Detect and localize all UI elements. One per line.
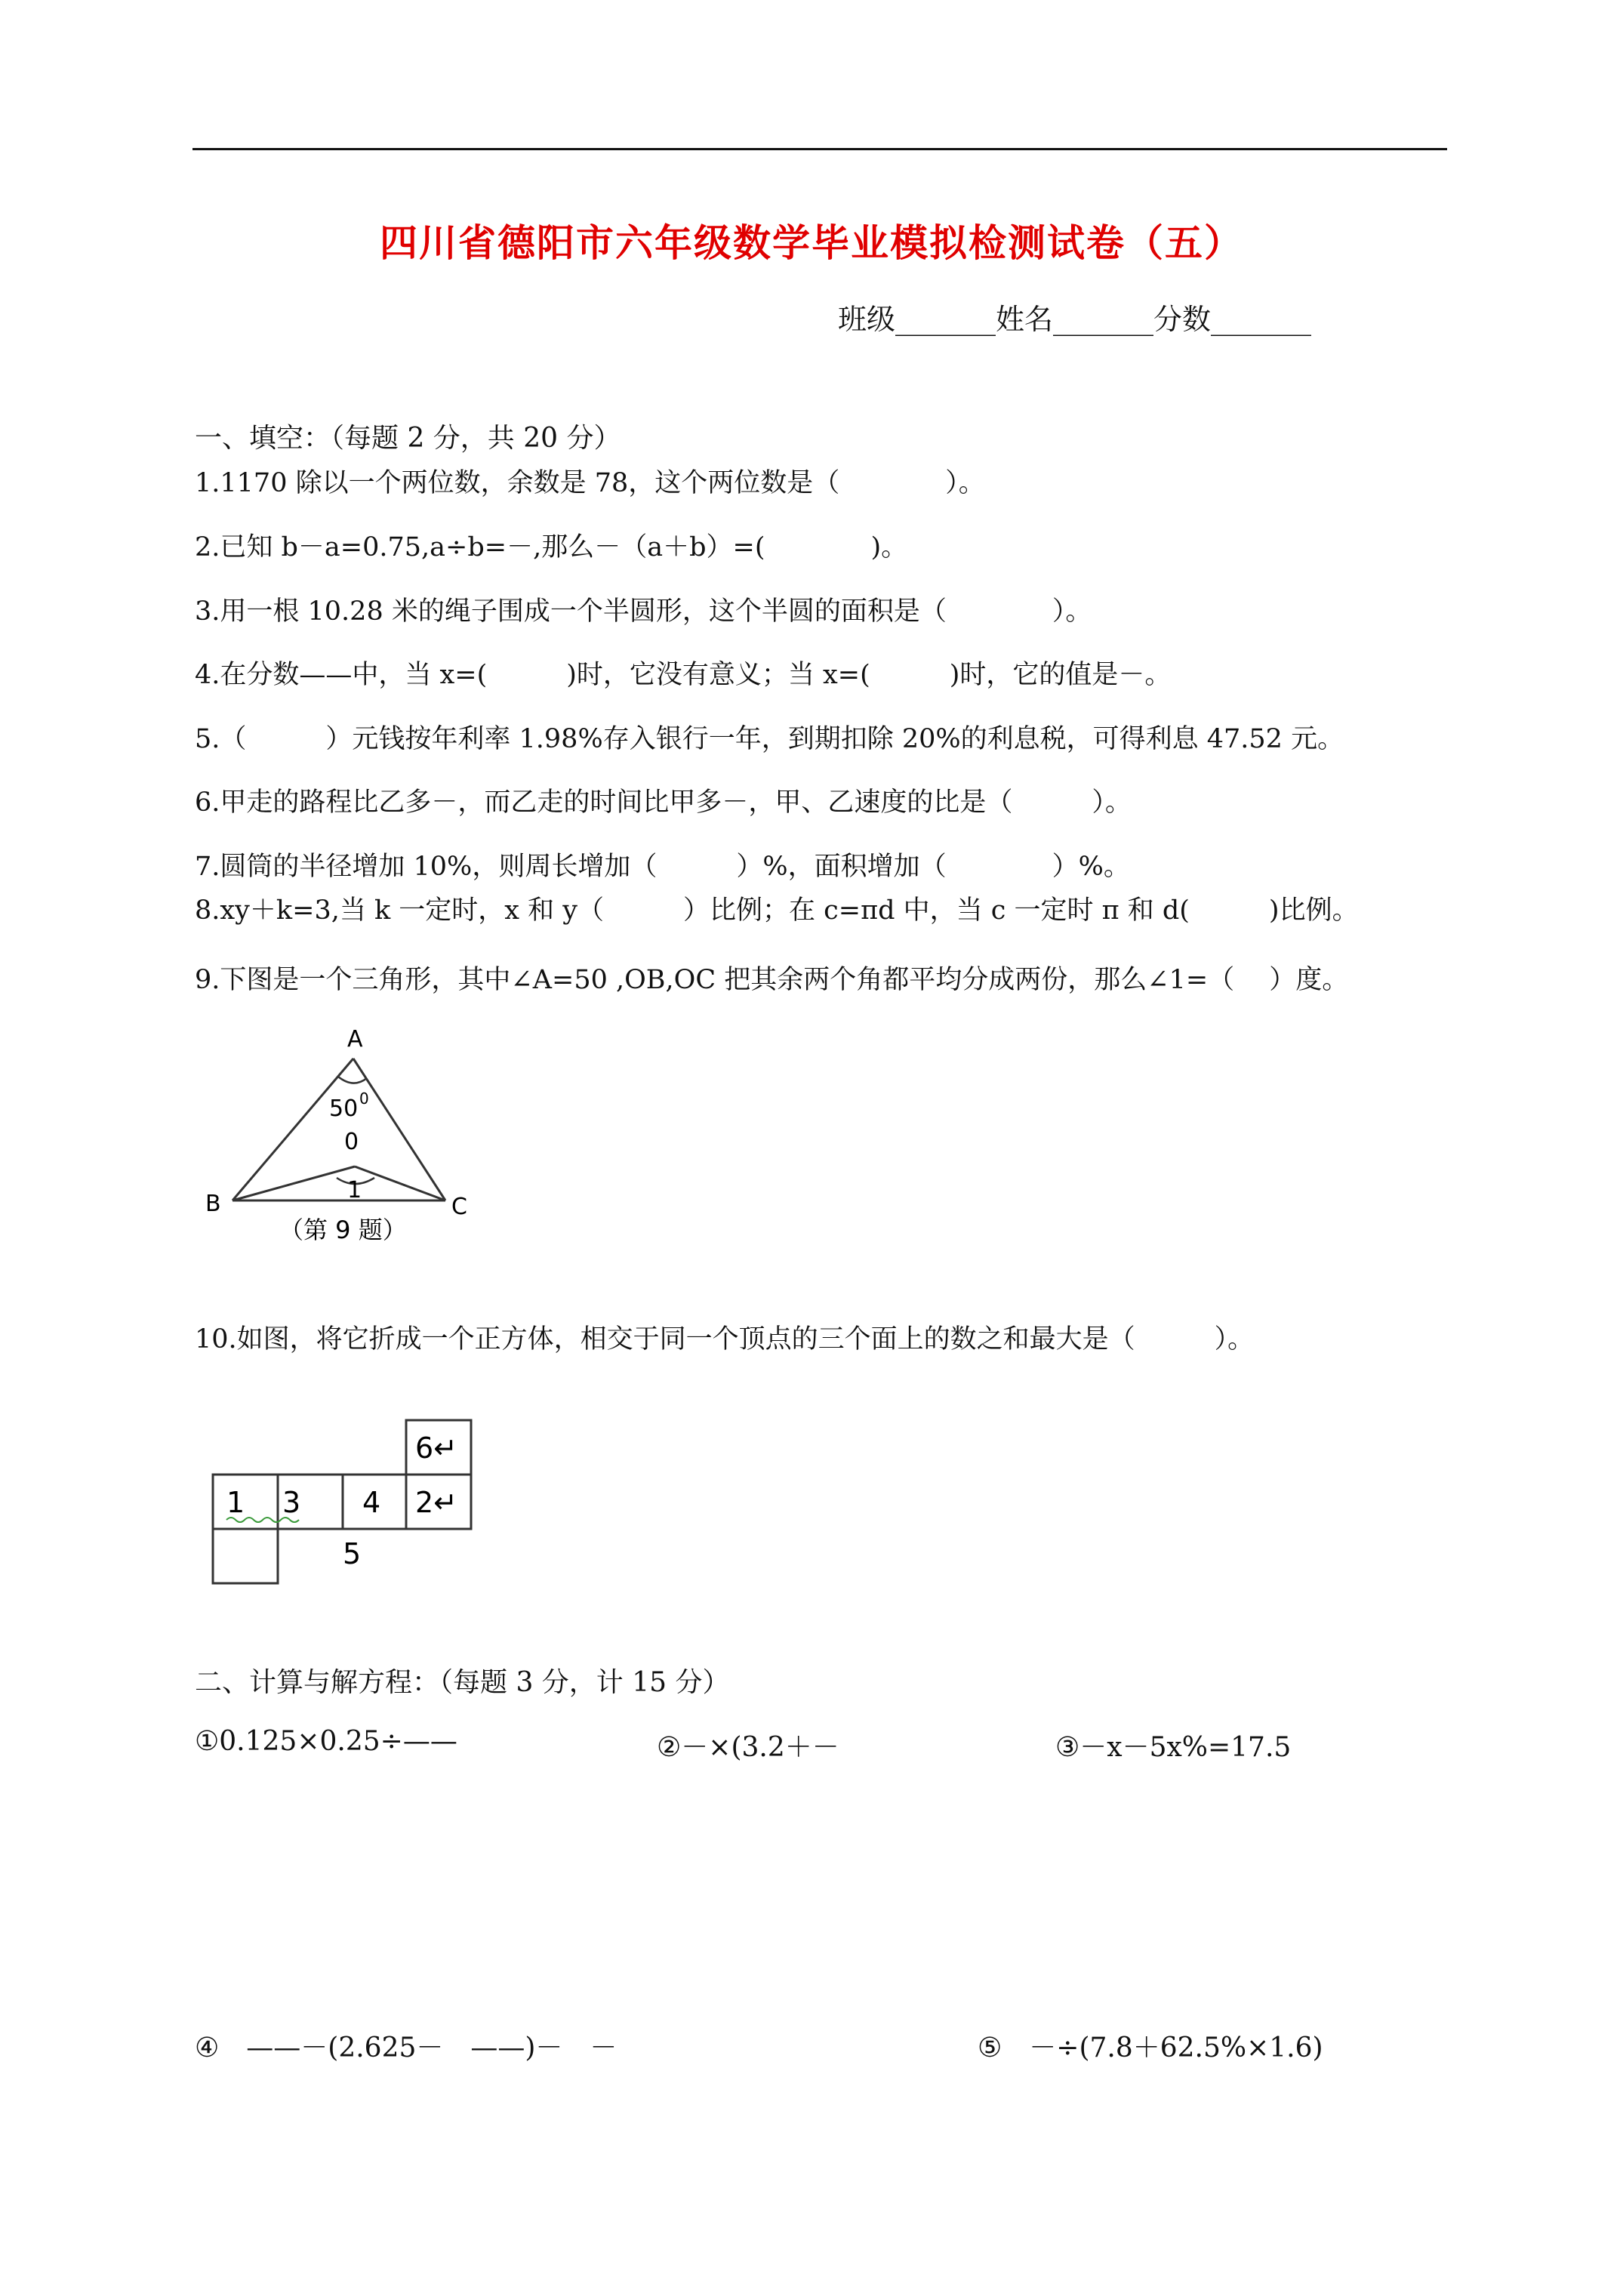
angle-a-degree-sup: 0 bbox=[359, 1089, 369, 1108]
header-rule bbox=[192, 148, 1447, 150]
net-number-3: 3 bbox=[282, 1486, 301, 1519]
question-7: 7.圆筒的半径增加 10%，则周长增加（ ）%，面积增加（ ）%。 bbox=[195, 852, 1130, 882]
vertex-b-label: B bbox=[205, 1191, 221, 1217]
net-cell-1 bbox=[213, 1475, 278, 1529]
question-3: 3.用一根 10.28 米的绳子围成一个半圆形，这个半圆的面积是（ ）。 bbox=[195, 596, 1092, 627]
net-number-4: 4 bbox=[362, 1486, 381, 1519]
calc-item-2: ②－×(3.2＋－ bbox=[657, 1732, 839, 1763]
figure-caption: （第 9 题） bbox=[279, 1216, 407, 1244]
triangle-figure bbox=[196, 1019, 498, 1261]
question-8: 8.xy＋k=3,当 k 一定时，x 和 y（ ）比例；在 c=πd 中，当 c 一定时 π 和 d( )比例。 bbox=[195, 895, 1359, 926]
vertex-c-label: C bbox=[451, 1194, 467, 1220]
question-10: 10.如图，将它折成一个正方体，相交于同一个顶点的三个面上的数之和最大是（ ）。 bbox=[195, 1324, 1255, 1354]
student-info-line: 班级_______姓名_______分数_______ bbox=[838, 303, 1312, 336]
section-1-heading: 一、填空：（每题 2 分，共 20 分） bbox=[195, 423, 621, 454]
net-number-6: 6↵ bbox=[415, 1432, 458, 1465]
calc-item-3: ③－x－5x%=17.5 bbox=[1055, 1732, 1292, 1763]
vertex-a-label: A bbox=[347, 1026, 363, 1052]
question-4: 4.在分数——中，当 x=( )时，它没有意义；当 x=( )时，它的值是－。 bbox=[195, 660, 1172, 690]
net-cell-bottom bbox=[213, 1529, 278, 1583]
angle-a-value: 50 bbox=[329, 1096, 359, 1122]
section-2-heading: 二、计算与解方程：（每题 3 分，计 15 分） bbox=[195, 1667, 730, 1698]
net-number-2: 2↵ bbox=[415, 1486, 458, 1519]
question-9: 9.下图是一个三角形，其中∠A=50 ,OB,OC 把其余两个角都平均分成两份，那么∠1=（ ）度。 bbox=[195, 965, 1349, 995]
side-ab bbox=[233, 1059, 353, 1200]
calc-item-1: ①0.125×0.25÷—— bbox=[195, 1726, 457, 1757]
question-1: 1.1170 除以一个两位数，余数是 78，这个两位数是（ ）。 bbox=[195, 468, 985, 498]
calc-item-5: ⑤ －÷(7.8＋62.5%×1.6) bbox=[978, 2032, 1323, 2063]
net-number-1: 1 bbox=[226, 1486, 245, 1519]
side-ac bbox=[353, 1059, 445, 1200]
net-number-5: 5 bbox=[343, 1537, 362, 1570]
angle-1-label: 1 bbox=[347, 1177, 362, 1203]
cube-net-figure bbox=[204, 1408, 491, 1597]
calc-item-4: ④ ——－(2.625－ ——)－ － bbox=[195, 2032, 617, 2063]
question-5: 5.（ ）元钱按年利率 1.98%存入银行一年，到期扣除 20%的利息税，可得利息 47.52 元。 bbox=[195, 724, 1344, 754]
question-6: 6.甲走的路程比乙多－，而乙走的时间比甲多－，甲、乙速度的比是（ ）。 bbox=[195, 787, 1132, 818]
segment-oc bbox=[355, 1166, 445, 1200]
question-2: 2.已知 b－a=0.75,a÷b=－,那么－（a＋b）=( )。 bbox=[195, 532, 908, 562]
angle-a-arc bbox=[338, 1077, 367, 1083]
point-o-label: 0 bbox=[344, 1129, 359, 1155]
segment-ob bbox=[233, 1166, 355, 1200]
exam-title: 四川省德阳市六年级数学毕业模拟检测试卷（五） bbox=[380, 220, 1243, 265]
